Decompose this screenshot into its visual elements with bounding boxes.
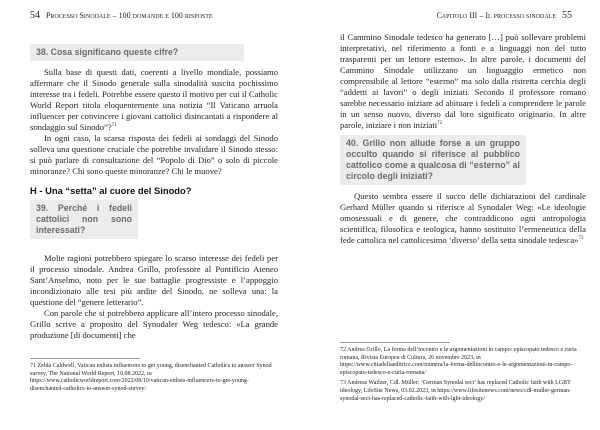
footnote-ref-71: 71 bbox=[111, 123, 117, 129]
right-page bbox=[300, 0, 600, 430]
right-paragraph-2 bbox=[340, 191, 586, 246]
footnote-73: 73 Andreas Wailzer, Cdl. Müller: ‘German Synodal sect’ has replaced Catholic faith with LGBT ideology, LifeSite News, 03.02.2023, in https://www.lifesitenews.com/news/cdl-muller-german-synodal-sect-has-replaced-catholic-faith-with-lgbt-ideology/ bbox=[340, 380, 572, 402]
footnote-71: 71 Zelda Caldwell, Vatican enlists influencers to get young, disenchanted Catholics to answer Synod survey, The National World Report, 10.08.2022, in https://www.catholicworldreport.com/2022/08/10/vatican-enlists-influencers-to-get-young-disenchanted-catholics-to-answer-synod-survey/ bbox=[30, 363, 272, 392]
right-paragraph-1-text: il Cammino Sinodale tedesco ha generato […] può sollevare problemi interpretativi, nel riferimento a fonti e a linguaggi non del tutto trasparenti per un lettore esterno». In altre parole, i documenti del Cammino Sinodale utilizzano un linguaggio ermetico non comprensibile al lettore “esterno” ma solo dalla ristretta cerchia degli “addetti ai lavori” o degli iniziati. Secondo il professore romano sarebbe necessario iniziare ad abituare i fedeli a comprendere le parole in un senso nuovo, diverso dal loro significato originario. In altre parole, iniziare i non iniziati bbox=[340, 32, 586, 130]
question-40-box: 40. Grillo non allude forse a un gruppo occulto quando si riferisce al pubblico cattolico come a qualcosa di “esterno” al circolo degli iniziati? bbox=[340, 135, 526, 185]
right-running-head bbox=[436, 10, 572, 21]
left-paragraph-2: In ogni caso, la scarsa risposta dei fedeli ai sondaggi del Sinodo solleva una questione cruciale che potrebbe invalidare il Sinodo stesso: si può parlare di consultazione del “Popolo di Dio” o solo di piccole minoranze? Chi sono queste minoranze? Chi le muove? bbox=[30, 133, 278, 176]
right-footnotes bbox=[340, 342, 586, 406]
footnote-rule bbox=[30, 358, 140, 359]
left-page-number: 54 bbox=[30, 10, 40, 21]
left-text-column bbox=[30, 40, 278, 341]
question-39-box: 39. Perché i fedeli cattolici non sono interessati? bbox=[30, 200, 138, 239]
footnote-ref-73: 73 bbox=[578, 236, 584, 242]
footnote-ref-72: 72 bbox=[437, 121, 443, 127]
left-running-head bbox=[30, 10, 213, 21]
right-page-number: 55 bbox=[562, 10, 572, 21]
right-running-head-text: Capitolo III – Il processo sinodale bbox=[436, 11, 556, 20]
left-paragraph-3: Molte ragioni potrebbero spiegare lo scarso interesse dei fedeli per il processo sinodale. Andrea Grillo, professore al Pontificio Ateneo Sant’Anselmo, noto per le sue battaglie progressiste e l’appoggio incondizionato alle tesi più ardite del Sinodo, ne solleva una: la questione del “genere letterario”. bbox=[30, 253, 278, 307]
left-paragraph-1-text: Sulla base di questi dati, coerenti a livello mondiale, possiamo affermare che il Sinodo generale sulla sinodalità suscita pochissimo interesse tra i fedeli. Potrebbe essere questo il motivo per cui il Catholic World Report titola eloquentemente una notizia “Il Vaticano arruola influencer per convincere i giovani cattolici disincantati a rispondere al sondaggio sul Sinodo”? bbox=[30, 67, 278, 132]
right-text-column bbox=[340, 32, 586, 246]
right-paragraph-1 bbox=[340, 32, 586, 131]
footnote-72: 72 Andrea Grillo, La forma dell’incontro e le argomentazioni in campo: episcopato tedesco e curia romana, Rivista Europea di Cultura, 26 novembre 2023, in https://www.cittadellaeditrice.com/munera/la-forma-dellincontro-e-le-argomentazioni-in-campo-episcopato-tedesco-e-curia-romana/ bbox=[340, 347, 577, 376]
right-paragraph-2-text: Questo sembra essere il succo delle dichiarazioni del cardinale Gerhard Müller quando si riferisce al Synodaler Weg: «Le ideologie omosessuali e di genere, che contraddicono ogni antropologia scientifica, filosofica e teologica, hanno sostituito l’ermeneutica della fede cattolica nel cattolicesimo ‘diverso’ della setta sinodale tedesca» bbox=[340, 191, 586, 245]
left-paragraph-4: Con parole che si potrebbero applicare all’intero processo sinodale, Grillo scrive a proposito del Synodaler Weg tedesco: «La grande produzione [di documenti] che bbox=[30, 308, 278, 340]
left-footnotes bbox=[30, 358, 280, 396]
footnote-rule bbox=[340, 342, 450, 343]
left-paragraph-1 bbox=[30, 67, 278, 133]
section-heading-h: H - Una “setta” al cuore del Sinodo? bbox=[30, 185, 192, 196]
question-38-box: 38. Cosa significano queste cifre? bbox=[30, 44, 244, 61]
left-running-head-text: Processo Sinodale – 100 domande e 100 risposte bbox=[46, 11, 213, 20]
